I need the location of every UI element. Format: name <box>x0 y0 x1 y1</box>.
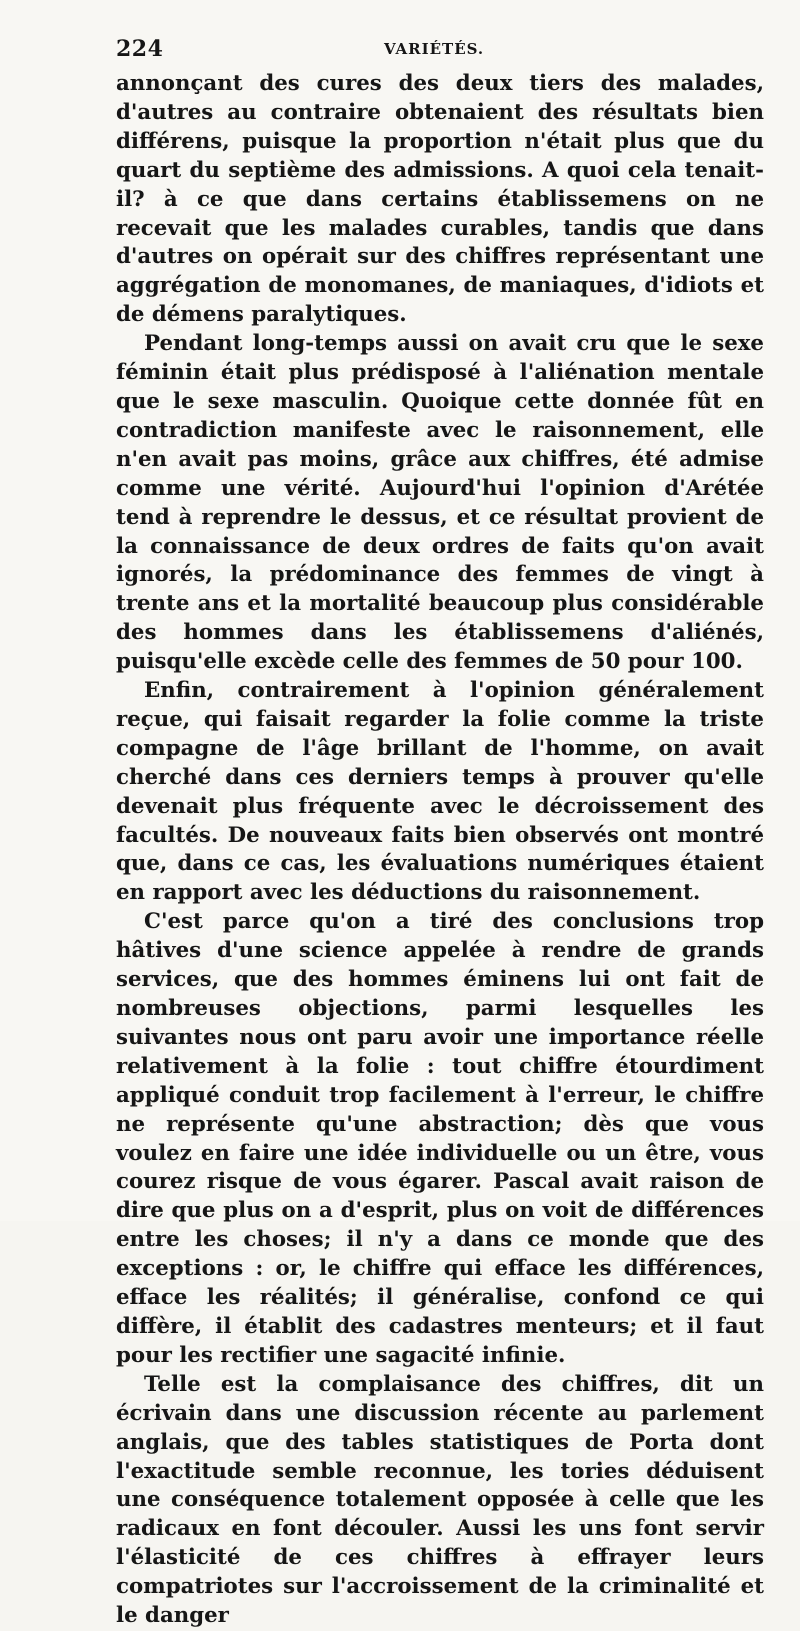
paragraph-5: Telle est la complaisance des chiffres, dit un écrivain dans une discussion récente au parlement anglais, que des tables statistiques de Porta dont l'exactitude semble reconnue, les tories déduisent une conséquence totalement opposée à celle que les radicaux en font découler. Aussi les uns font servir l'élasticité de ces chiffres à effrayer leurs compatriotes sur l'accroissement de la criminalité et le danger <box>116 1371 764 1629</box>
paragraph-4: C'est parce qu'on a tiré des conclusions trop hâtives d'une science appelée à rendre de grands services, que des hommes éminens lui ont fait de nombreuses objections, parmi lesquelles les suivantes nous ont paru avoir une importance réelle relativement à la folie : tout chiffre étourdiment appliqué conduit trop facilement à l'erreur, le chiffre ne représente qu'une abstraction; dès que vous voulez en faire une idée individuelle ou un être, vous courez risque de vous égarer. Pascal avait raison de dire que plus on a d'esprit, plus on voit de différences entre les choses; il n'y a dans ce monde que des exceptions : or, le chiffre qui efface les différences, efface les réalités; il généralise, confond ce qui diffère, il établit des cadastres menteurs; et il faut pour les rectifier une sagacité infinie. <box>116 909 764 1368</box>
paragraph-3: Enfin, contrairement à l'opinion généralement reçue, qui faisait regarder la folie comme la triste compagne de l'âge brillant de l'homme, on avait cherché dans ces derniers temps à prouver qu'elle devenait plus fréquente avec le décroissement des facultés. De nouveaux faits bien observés ont montré que, dans ce cas, les évaluations numériques étaient en rapport avec les déductions du raisonnement. <box>116 678 764 906</box>
page-header <box>116 36 760 66</box>
running-title: VARIÉTÉS. <box>384 40 485 58</box>
page-number: 224 <box>116 36 164 62</box>
paragraph-1: annonçant des cures des deux tiers des malades, d'autres au contraire obtenaient des résultats bien différens, puisque la proportion n'était plus que du quart du septième des admissions. A quoi cela tenait-il? à ce que dans certains établissemens on ne recevait que les malades curables, tandis que dans d'autres on opérait sur des chiffres représentant une aggrégation de monomanes, de maniaques, d'idiots et de démens paralytiques. <box>116 71 764 328</box>
page-body <box>116 70 764 1631</box>
paragraph-2: Pendant long-temps aussi on avait cru que le sexe féminin était plus prédisposé à l'aliénation mentale que le sexe masculin. Quoique cette donnée fût en contradiction manifeste avec le raisonnement, elle n'en avait pas moins, grâce aux chiffres, été admise comme une vérité. Aujourd'hui l'opinion d'Arétée tend à reprendre le dessus, et ce résultat provient de la connaissance de deux ordres de faits qu'on avait ignorés, la prédominance des femmes de vingt à trente ans et la mortalité beaucoup plus considérable des hommes dans les établissemens d'aliénés, puisqu'elle excède celle des femmes de 50 pour 100. <box>116 331 764 675</box>
